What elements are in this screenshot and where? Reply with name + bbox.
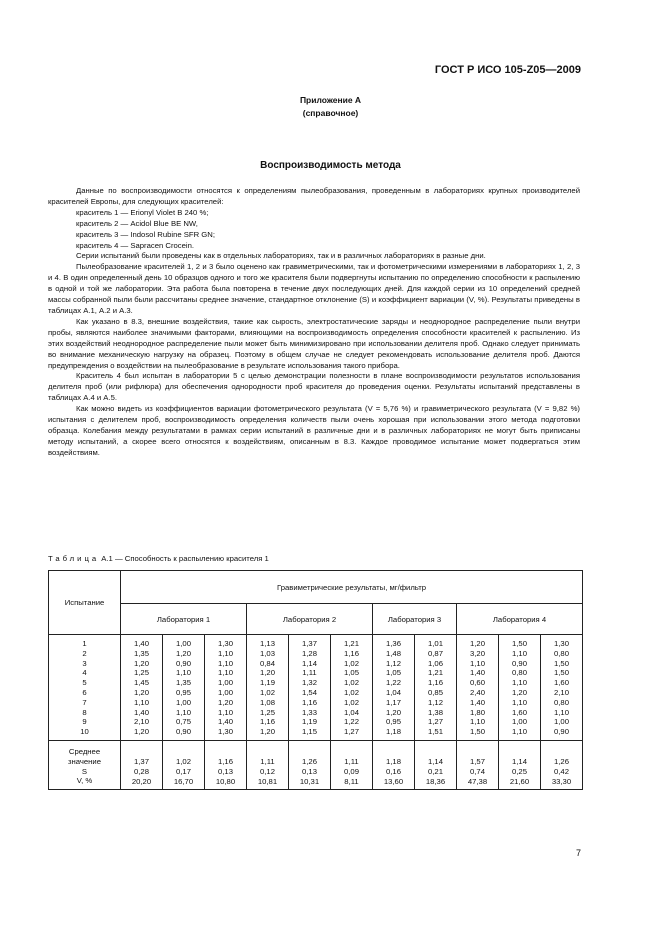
summary-column: 1,26 0,42 33,30: [541, 740, 583, 789]
value-column: 1,30 0,80 1,50 1,50 1,60 2,10 0,80 1,10 1,00 0,90: [541, 635, 583, 741]
summary-column: 1,14 0,25 21,60: [499, 740, 541, 789]
lab-header: Лаборатория 4: [457, 604, 583, 635]
summary-column: 1,11 0,09 8,11: [331, 740, 373, 789]
table-caption-text: А.1 — Способность к распылению красителя 1: [101, 554, 269, 563]
summary-column: 1,26 0,13 10,31: [289, 740, 331, 789]
document-header: ГОСТ Р ИСО 105-Z05—2009: [434, 64, 581, 76]
header-test: Испытание: [49, 571, 121, 635]
list-item: краситель 4 — Sapracen Crocein.: [76, 240, 195, 250]
summary-column: 1,14 0,21 18,36: [415, 740, 457, 789]
section-title: Воспроизводимость метода: [260, 160, 401, 171]
paragraph: Серии испытаний были проведены как в отдельных лабораториях, так и в различных лабораториях в разные дни.: [76, 251, 486, 261]
summary-column: 1,57 0,74 47,38: [457, 740, 499, 789]
value-column: 1,21 1,16 1,02 1,05 1,02 1,02 1,02 1,04 1,22 1,27: [331, 635, 373, 741]
value-column: 1,50 1,10 0,90 0,80 1,10 1,20 1,10 1,60 1,00 1,10: [499, 635, 541, 741]
lab-header: Лаборатория 3: [373, 604, 457, 635]
data-table: [48, 570, 583, 790]
value-column: 1,13 1,03 0,84 1,20 1,19 1,02 1,08 1,25 1,16 1,20: [247, 635, 289, 741]
value-column: 1,36 1,48 1,12 1,05 1,22 1,04 1,17 1,20 0,95 1,18: [373, 635, 415, 741]
paragraph: Как можно видеть из коэффициентов вариации фотометрического результата (V = 5,76 %) и гравиметрического результата (V = 9,82 %) испытания с делителем проб, воспроизводимость определения количеств пыли очень хорошая при использовании этого метода подготовки образца. Колебания между результатами в рамках серии испытаний в различные дни и в различных лабораториях не могут быть приписаны методу испытаний, а скорее всего относятся к воздействиям, описанным в 8.3. Каждое проводимое испытание может подвергаться этим воздействиям.: [48, 404, 580, 457]
summary-labels: Среднее значение S V, %: [49, 740, 121, 789]
table-row-summary: [49, 740, 583, 789]
list-item: краситель 2 — Acidol Blue BE NW,: [76, 218, 198, 228]
lab-header: Лаборатория 2: [247, 604, 373, 635]
value-column: 1,20 3,20 1,10 1,40 0,60 2,40 1,40 1,80 1,10 1,50: [457, 635, 499, 741]
value-column: 1,01 0,87 1,06 1,21 1,16 0,85 1,12 1,38 1,27 1,51: [415, 635, 457, 741]
header-group: Гравиметрические результаты, мг/фильтр: [121, 571, 583, 604]
summary-column: 1,16 0,13 10,80: [205, 740, 247, 789]
list-item: краситель 1 — Erionyl Violet B 240 %;: [76, 207, 209, 217]
lab-header: Лаборатория 1: [121, 604, 247, 635]
summary-column: 1,11 0,12 10,81: [247, 740, 289, 789]
table-caption-word: Таблица: [48, 554, 100, 563]
paragraph: Как указано в 8.3, внешние воздействия, такие как сырость, электростатические заряды и неоднородное распределение пыли внутри пробы, являются наиболее значимыми факторами, влияющими на воспроизводимость определения способности красителей к распылению. Из этих воздействий неоднородное распределение пыли может быть минимизировано при использовании делителя проб. Однако следует принимать во внимание механическую нагрузку на образец. Поэтому в общем случае не следует рекомендовать использование делителя проб. Даются предупреждения о воздействии на пылеобразование в результате использования такого прибора.: [48, 316, 580, 370]
table-caption: [48, 554, 269, 563]
value-column: 1,40 1,35 1,20 1,25 1,45 1,20 1,10 1,40 2,10 1,20: [121, 635, 163, 741]
paragraph: Данные по воспроизводимости относятся к определениям пылеобразования, проведенным в лабораториях крупных производителей красителей Европы, для следующих красителей:: [48, 186, 580, 206]
body-text: [48, 186, 580, 459]
appendix-title: Приложение А: [299, 95, 362, 105]
value-column: 1,30 1,10 1,10 1,10 1,00 1,00 1,20 1,10 1,40 1,30: [205, 635, 247, 741]
summary-column: 1,18 0,16 13,60: [373, 740, 415, 789]
appendix-subtitle: (справочное): [302, 108, 359, 118]
list-item: краситель 3 — Indosol Rubine SFR GN;: [76, 229, 215, 239]
page-number: 7: [575, 848, 581, 858]
value-column: 1,37 1,28 1,14 1,11 1,32 1,54 1,16 1,33 1,19 1,15: [289, 635, 331, 741]
table-row-trials: [49, 635, 583, 741]
paragraph: Краситель 4 был испытан в лаборатории 5 с целью демонстрации полезности в плане воспроизводимости результатов использования делителя проб (или рифлюра) для обеспечения однородности проб красителя до проведения оценки. Результаты испытаний представлены в таблицах А.4 и А.5.: [48, 371, 580, 403]
summary-column: 1,02 0,17 16,70: [163, 740, 205, 789]
paragraph: Пылеобразование красителей 1, 2 и 3 было оценено как гравиметрическими, так и фотометрическими измерениями в лабораториях 1, 2, 3 и 4. В один определенный день 10 образцов одного и того же красителя были подвергнуты испытанию по определению способности к распылению в одной и той же лаборатории. Эта работа была повторена в течение двух последующих дней. Для каждой серии из 10 определений средней массы собранной пыли были рассчитаны среднее значение, стандартное отклонение (S) и коэффициент вариации (V, %). Результаты приведены в таблицах А.1, А.2 и А.3.: [48, 262, 580, 315]
trial-numbers: 1 2 3 4 5 6 7 8 9 10: [49, 635, 121, 741]
value-column: 1,00 1,20 0,90 1,10 1,35 0,95 1,00 1,10 0,75 0,90: [163, 635, 205, 741]
summary-column: 1,37 0,28 20,20: [121, 740, 163, 789]
